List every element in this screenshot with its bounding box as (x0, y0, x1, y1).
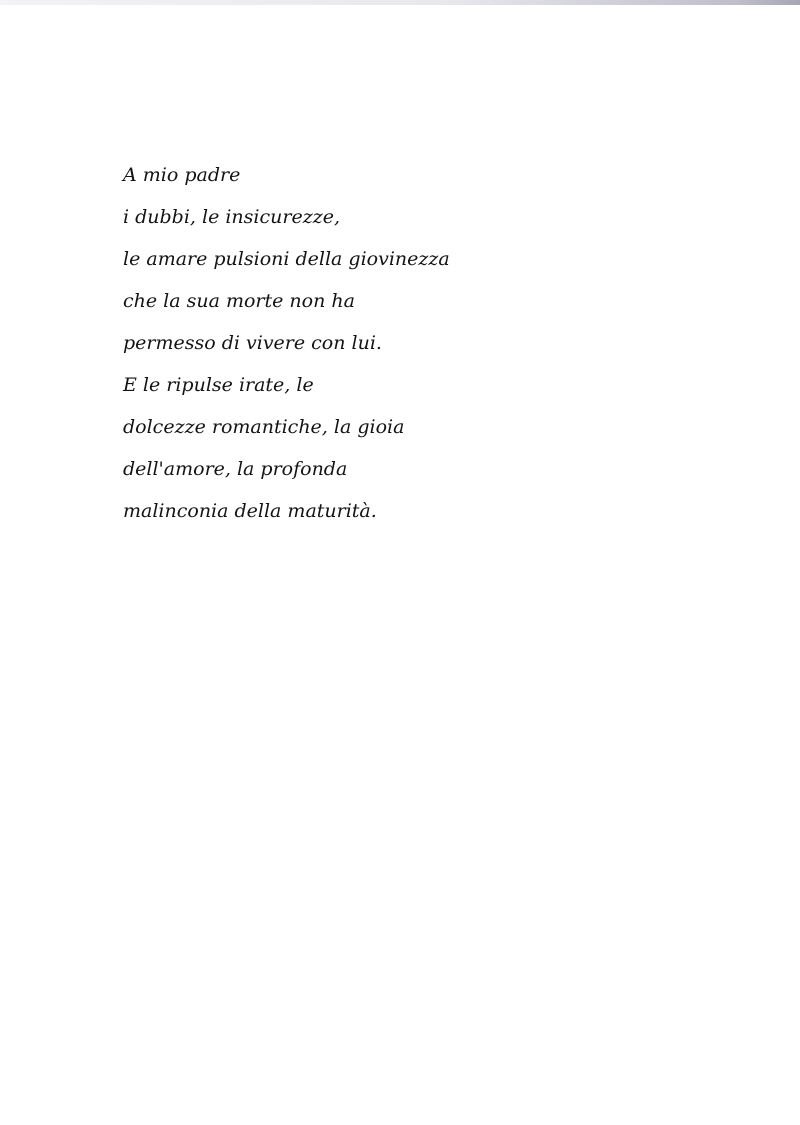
dedication-line: che la sua morte non ha (123, 290, 355, 312)
dedication-line: le amare pulsioni della giovinezza (123, 248, 450, 270)
dedication-line: A mio padre (123, 164, 241, 186)
dedication-line: malinconia della maturità. (123, 500, 377, 522)
dedication-line: dolcezze romantiche, la gioia (123, 416, 405, 438)
dedication-line: E le ripulse irate, le (123, 374, 314, 396)
dedication-line: permesso di vivere con lui. (123, 332, 382, 354)
dedication-line: i dubbi, le insicurezze, (123, 206, 341, 228)
dedication-poem (123, 154, 523, 532)
dedication-line: dell'amore, la profonda (123, 458, 348, 480)
scan-edge-shadow (0, 0, 800, 5)
